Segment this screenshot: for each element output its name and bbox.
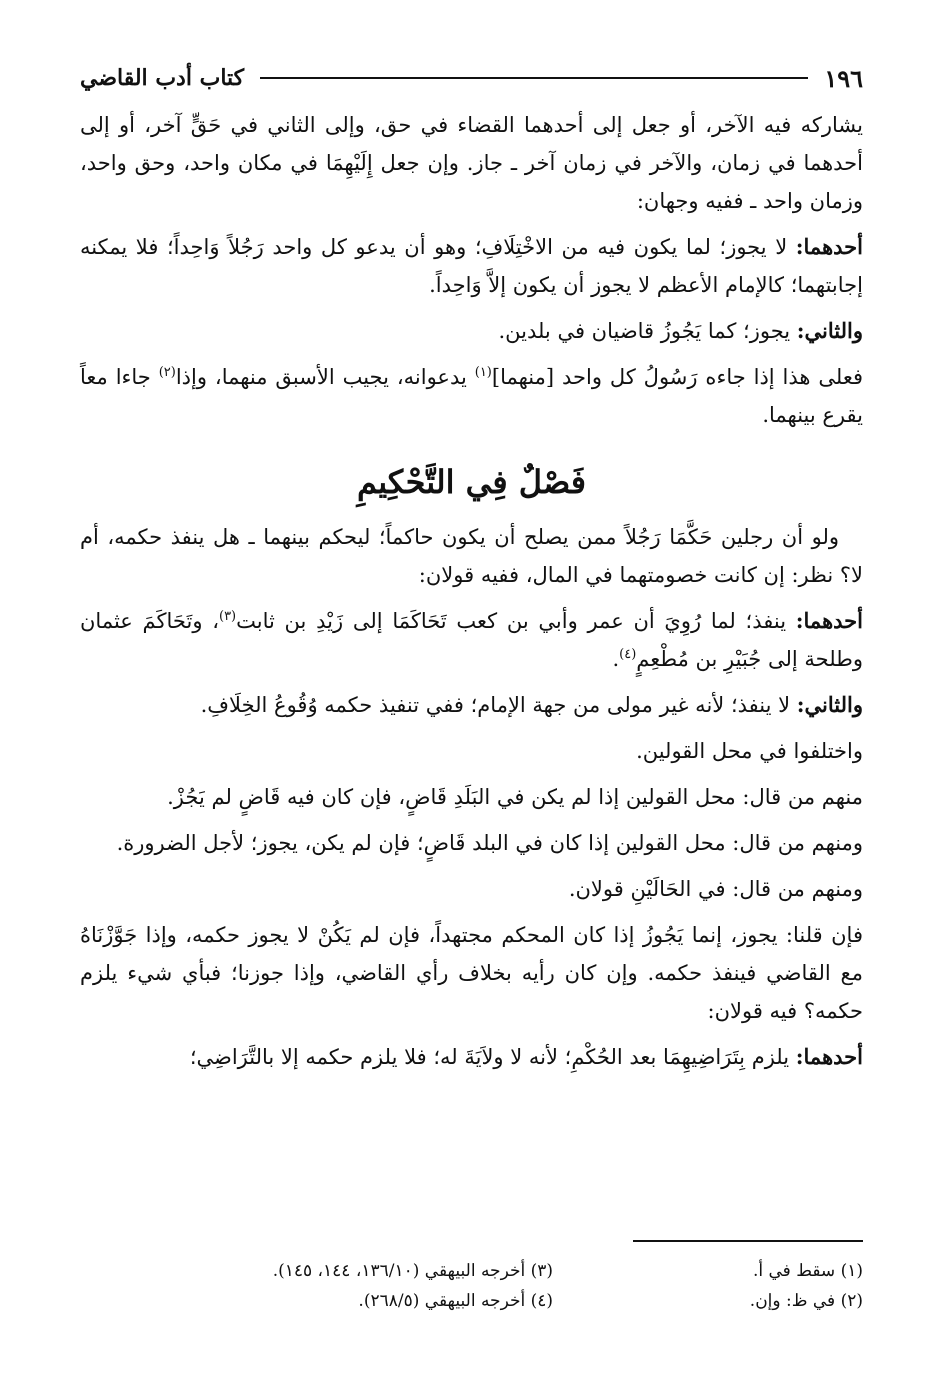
footnotes xyxy=(80,1256,863,1316)
header-rule xyxy=(260,77,808,79)
footnote-column xyxy=(553,1256,863,1316)
footnote: (١) سقط في أ. xyxy=(752,1261,863,1281)
paragraph: والثاني: لا ينفذ؛ لأنه غير مولى من جهة الإمام؛ ففي تنفيذ حكمه وُقُوعُ الخِلَافِ. xyxy=(200,692,863,717)
paragraph: أحدهما: لا يجوز؛ لما يكون فيه من الاخْتِلَافِ؛ وهو أن يدعو كل واحد رَجُلاً وَاحِداً؛ فلا يمكنه إجابتهما؛ كالإمام الأعظم لا يجوز أن يكون إلاَّ وَاحِداً. xyxy=(80,234,863,297)
paragraph: واختلفوا في محل القولين. xyxy=(636,739,863,763)
page-number: ١٩٦ xyxy=(824,63,863,93)
paragraph-lead: والثاني: xyxy=(796,692,863,717)
book-title: كتاب أدب القاضي xyxy=(80,65,245,91)
paragraph: والثاني: يجوز؛ كما يَجُوزُ قاضيان في بلدين. xyxy=(498,318,863,343)
running-header xyxy=(80,58,863,98)
footnote-rule xyxy=(633,1240,863,1242)
paragraph-lead: أحدهما: xyxy=(795,234,863,259)
paragraph-lead: أحدهما: xyxy=(795,1044,863,1069)
paragraph: فإن قلنا: يجوز، إنما يَجُوزُ إذا كان المحكم مجتهداً، فإن لم يَكُنْ لا يجوز حكمه، وإذا جَوَّزْنَاهُ مع القاضي فينفذ حكمه. وإن كان رأيه بخلاف رأي القاضي، وإذا جوزنا؛ فبأي شيء يلزم حكمه؟ فيه قولان: xyxy=(80,923,863,1023)
footnote: (٣) أخرجه البيهقي (١٣٦/١٠، ١٤٤، ١٤٥). xyxy=(272,1261,553,1281)
footnote-ref[interactable]: (٤) xyxy=(619,647,637,662)
paragraph: أحدهما: يلزم بِتَرَاضِيهِمَا بعد الحُكْمِ؛ لأنه لا ولاَيَةَ له؛ فلا يلزم حكمه إلا بالتَّرَاضِي؛ xyxy=(189,1044,863,1069)
footnote-ref[interactable]: (١) xyxy=(474,365,492,380)
footnote-ref[interactable]: (٢) xyxy=(158,365,176,380)
paragraph-lead: أحدهما: xyxy=(795,608,863,633)
section-heading: فَصْلٌ فِي التَّحْكِيمِ xyxy=(356,463,587,501)
paragraph: ومنهم من قال: في الحَالَيْنِ قولان. xyxy=(568,877,863,901)
paragraph-lead: والثاني: xyxy=(796,318,863,343)
main-text xyxy=(80,106,863,1084)
paragraph: يشاركه فيه الآخر، أو جعل إلى أحدهما القضاء في حق، وإلى الثاني في حَقٍّ آخر، أو إلى أحدهما في زمان، والآخر في زمان آخر ـ جاز. وإن جعل إِلَيْهِمَا في مكان واحد، وحق واحد، وزمان واحد ـ ففيه وجهان: xyxy=(80,113,863,213)
footnote-ref[interactable]: (٣) xyxy=(218,609,237,624)
paragraph: أحدهما: ينفذ؛ لما رُوِيَ أن عمر وأبي بن كعب تَحَاكَمَا إلى زَيْدِ بن ثابت$^{(٣)}$، وتَحَاكَمَ عثمان وطلحة إلى جُبَيْرِ بن مُطْعِمٍ$^{(٤)}$. xyxy=(80,608,863,671)
paragraph: فعلى هذا إذا جاءه رَسُولُ كل واحد [منهما]$^{(١)}$ يدعوانه، يجيب الأسبق منهما، وإذا$^{(٢)}$ جاءا معاً يقرع بينهما. xyxy=(80,365,864,427)
footnote: (٢) في ظ: وإن. xyxy=(749,1291,863,1311)
footnote-column xyxy=(80,1256,553,1316)
paragraph: ومنهم من قال: محل القولين إذا كان في البلد قَاضٍ؛ فإن لم يكن، يجوز؛ لأجل الضرورة. xyxy=(116,831,863,855)
paragraph: ولو أن رجلين حَكَّمَا رَجُلاً ممن يصلح أن يكون حاكماً؛ ليحكم بينهما ـ هل ينفذ حكمه، أم لا؟ نظر: إن كانت خصومتهما في المال، ففيه قولان: xyxy=(80,525,863,587)
paragraph: منهم من قال: محل القولين إذا لم يكن في البَلَدِ قَاضٍ، فإن كان فيه قَاضٍ لم يَجُزْ. xyxy=(167,785,863,809)
footnote: (٤) أخرجه البيهقي (٢٦٨/٥). xyxy=(358,1291,553,1311)
